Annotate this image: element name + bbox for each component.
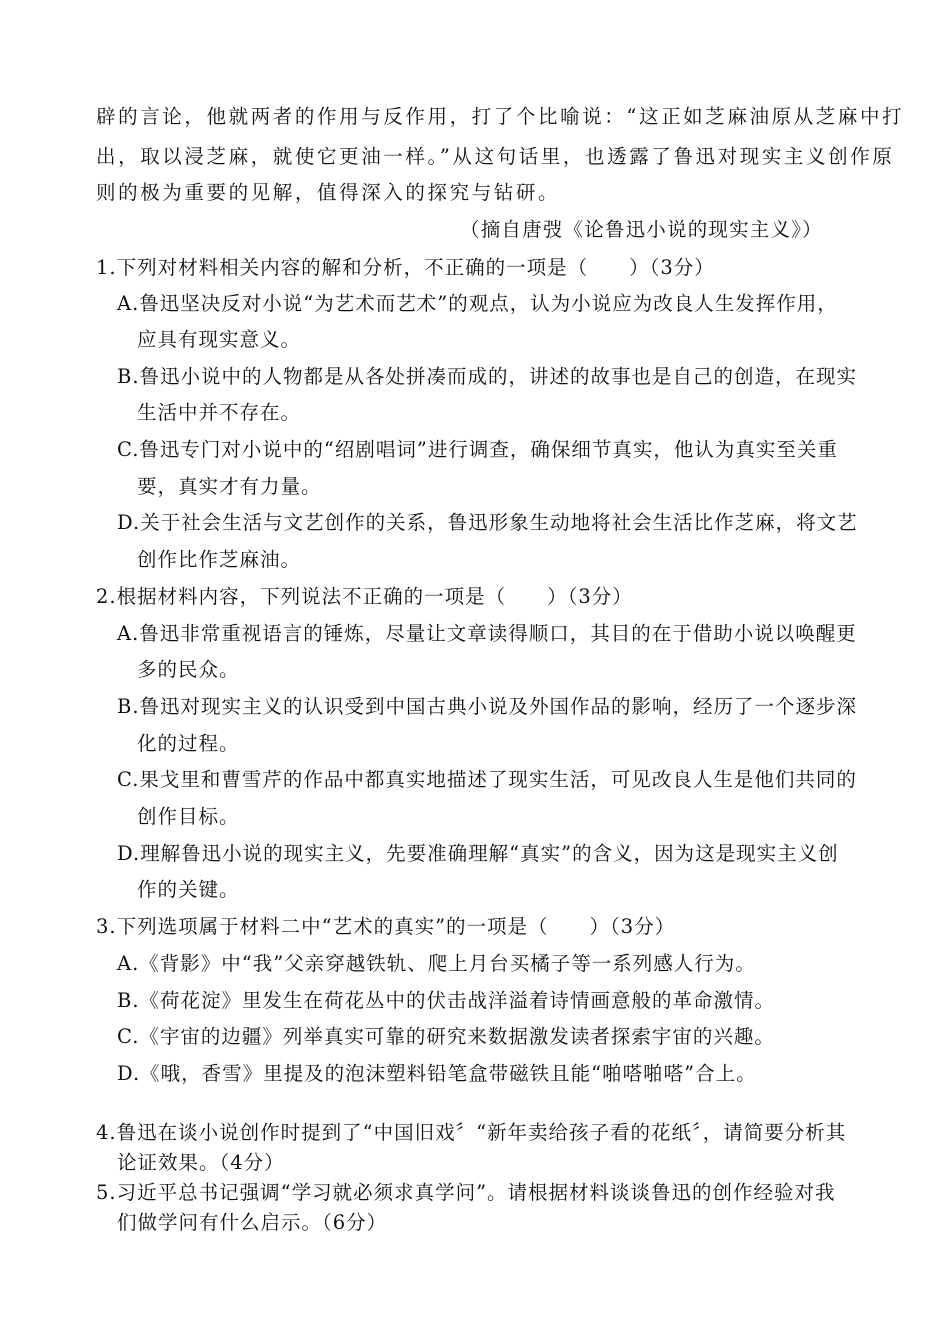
question-2-option-a-cont: 多的民众。 [137, 658, 240, 681]
question-3-stem: 3.下列选项属于材料二中“艺术的真实”的一项是（ ）（3分） [96, 915, 676, 938]
question-2-stem: 2.根据材料内容，下列说法不正确的一项是（ ）（3分） [96, 585, 633, 608]
passage-line-1: 辟的言论，他就两者的作用与反作用，打了个比喻说：“这正如芝麻油原从芝麻中打 [96, 105, 905, 128]
question-2-option-a: A.鲁迅非常重视语言的锤炼，尽量让文章读得顺口，其目的在于借助小说以唤醒更 [117, 622, 857, 645]
question-3-option-b: B.《荷花淀》里发生在荷花丛中的伏击战洋溢着诗情画意般的革命激情。 [117, 989, 776, 1012]
question-1-option-a: A.鲁迅坚决反对小说“为艺术而艺术”的观点，认为小说应为改良人生发挥作用， [117, 292, 838, 315]
question-1-option-c: C.鲁迅专门对小说中的“绍剧唱词”进行调查，确保细节真实，他认为真实至关重 [117, 438, 838, 461]
question-2-option-c: C.果戈里和曹雪芹的作品中都真实地描述了现实生活，可见改良人生是他们共同的 [117, 768, 857, 791]
question-4-stem-cont: 论证效果。（4分） [117, 1151, 285, 1174]
question-1-option-d-cont: 创作比作芝麻油。 [137, 548, 302, 571]
question-1-option-c-cont: 要，真实才有力量。 [137, 475, 322, 498]
question-3-option-a: A.《背影》中“我”父亲穿越铁轨、爬上月台买橘子等一系列感人行为。 [117, 952, 756, 975]
question-3-option-d: D.《哦，香雪》里提及的泡沫塑料铅笔盒带磁铁且能“啪嗒啪嗒”合上。 [117, 1062, 757, 1085]
question-2-option-b-cont: 化的过程。 [137, 732, 240, 755]
question-2-option-d-cont: 作的关键。 [137, 878, 240, 901]
passage-line-3: 则的极为重要的见解，值得深入的探究与钻研。 [96, 181, 561, 204]
question-1-option-b: B.鲁迅小说中的人物都是从各处拼凑而成的，讲述的故事也是自己的创造，在现实 [117, 365, 858, 388]
question-1-option-a-cont: 应具有现实意义。 [137, 328, 302, 351]
question-5-stem: 5.习近平总书记强调“学习就必须求真学问”。请根据材料谈谈鲁迅的创作经验对我 [96, 1181, 836, 1204]
question-1-stem: 1.下列对材料相关内容的解和分析，不正确的一项是（ ）（3分） [96, 256, 715, 279]
question-3-option-c: C.《宇宙的边疆》列举真实可靠的研究来数据激发读者探索宇宙的兴趣。 [117, 1025, 775, 1048]
question-2-option-d: D.理解鲁迅小说的现实主义，先要准确理解“真实”的含义，因为这是现实主义创 [117, 842, 839, 865]
question-2-option-c-cont: 创作目标。 [137, 805, 240, 828]
question-1-option-d: D.关于社会生活与文艺创作的关系，鲁迅形象生动地将社会生活比作芝麻，将文艺 [117, 511, 858, 534]
question-1-option-b-cont: 生活中并不存在。 [137, 401, 302, 424]
passage-line-2: 出，取以浸芝麻，就使它更油一样。”从这句话里，也透露了鲁迅对现实主义创作原 [96, 145, 895, 168]
question-5-stem-cont: 们做学问有什么启示。（6分） [117, 1211, 388, 1234]
question-2-option-b: B.鲁迅对现实主义的认识受到中国古典小说及外国作品的影响，经历了一个逐步深 [117, 695, 858, 718]
question-4-stem: 4.鲁迅在谈小说创作时提到了“中国旧戏〞“新年卖给孩子看的花纸〞，请简要分析其 [96, 1121, 847, 1144]
passage-source: （摘自唐弢《论鲁迅小说的现实主义》） [460, 218, 823, 241]
